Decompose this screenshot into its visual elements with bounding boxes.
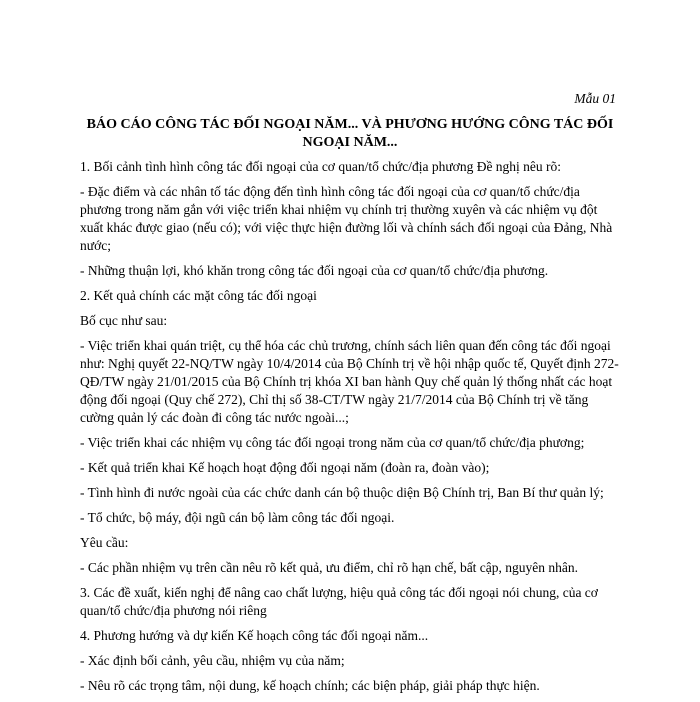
section-1-item-advantages: - Những thuận lợi, khó khăn trong công tác đối ngoại của cơ quan/tổ chức/địa phương. — [80, 263, 549, 278]
document-title: BÁO CÁO CÔNG TÁC ĐỐI NGOẠI NĂM... VÀ PHƯƠNG HƯỚNG CÔNG TÁC ĐỐI NGOẠI NĂM... — [86, 117, 614, 150]
section-4-item-focus: - Nêu rõ các trọng tâm, nội dung, kế hoạch chính; các biện pháp, giải pháp thực hiện. — [80, 678, 540, 693]
section-2-item-tasks: - Việc triển khai các nhiệm vụ công tác đối ngoại trong năm của cơ quan/tổ chức/địa phương; — [80, 435, 585, 450]
section-1-heading: 1. Bối cảnh tình hình công tác đối ngoại của cơ quan/tổ chức/địa phương Đề nghị nêu rõ: — [80, 159, 562, 174]
section-2-heading: 2. Kết quả chính các mặt công tác đối ngoại — [80, 288, 317, 303]
section-2-item-travel: - Tình hình đi nước ngoài của các chức danh cán bộ thuộc diện Bộ Chính trị, Ban Bí thư quản lý; — [80, 485, 604, 500]
layout-intro: Bố cục như sau: — [80, 313, 168, 328]
document-body — [80, 158, 621, 702]
section-2-item-organization: - Tổ chức, bộ máy, đội ngũ cán bộ làm công tác đối ngoại. — [80, 510, 395, 525]
section-3-heading: 3. Các đề xuất, kiến nghị để nâng cao chất lượng, hiệu quả công tác đối ngoại nói chung, của cơ quan/tổ chức/địa phương nói riêng — [80, 585, 598, 618]
section-2-item-plan-results: - Kết quả triển khai Kế hoạch hoạt động đối ngoại năm (đoàn ra, đoàn vào); — [80, 460, 490, 475]
section-4-item-context: - Xác định bối cảnh, yêu cầu, nhiệm vụ của năm; — [80, 653, 345, 668]
requirements-heading: Yêu cầu: — [80, 535, 129, 550]
section-4-heading: 4. Phương hướng và dự kiến Kế hoạch công tác đối ngoại năm... — [80, 628, 429, 643]
form-number-label: Mẫu 01 — [574, 91, 616, 106]
section-1-item-characteristics: - Đặc điểm và các nhân tố tác động đến tình hình công tác đối ngoại của cơ quan/tổ chức/địa phương trong năm gắn với việc triển khai nhiệm vụ chính trị thường xuyên và các nhiệm vụ đột xuất khác được giao (nếu có); với việc thực hiện đường lối và chính sách đối ngoại của Đảng, Nhà nước; — [80, 184, 613, 253]
requirements-item: - Các phần nhiệm vụ trên cần nêu rõ kết quả, ưu điểm, chỉ rõ hạn chế, bất cập, nguyên nhân. — [80, 560, 579, 575]
section-2-item-implementation: - Việc triển khai quán triệt, cụ thể hóa các chủ trương, chính sách liên quan đến công tác đối ngoại như: Nghị quyết 22-NQ/TW ngày 10/4/2014 của Bộ Chính trị về hội nhập quốc tế, Quyết định 272-QĐ/TW ngày 21/01/2015 của Bộ Chính trị khóa XI ban hành Quy chế quản lý thống nhất các hoạt động đối ngoại (Quy chế 272), Chỉ thị số 38-CT/TW ngày 21/7/2014 của Bộ Chính trị về tăng cường quản lý các đoàn đi công tác nước ngoài...; — [80, 338, 619, 425]
